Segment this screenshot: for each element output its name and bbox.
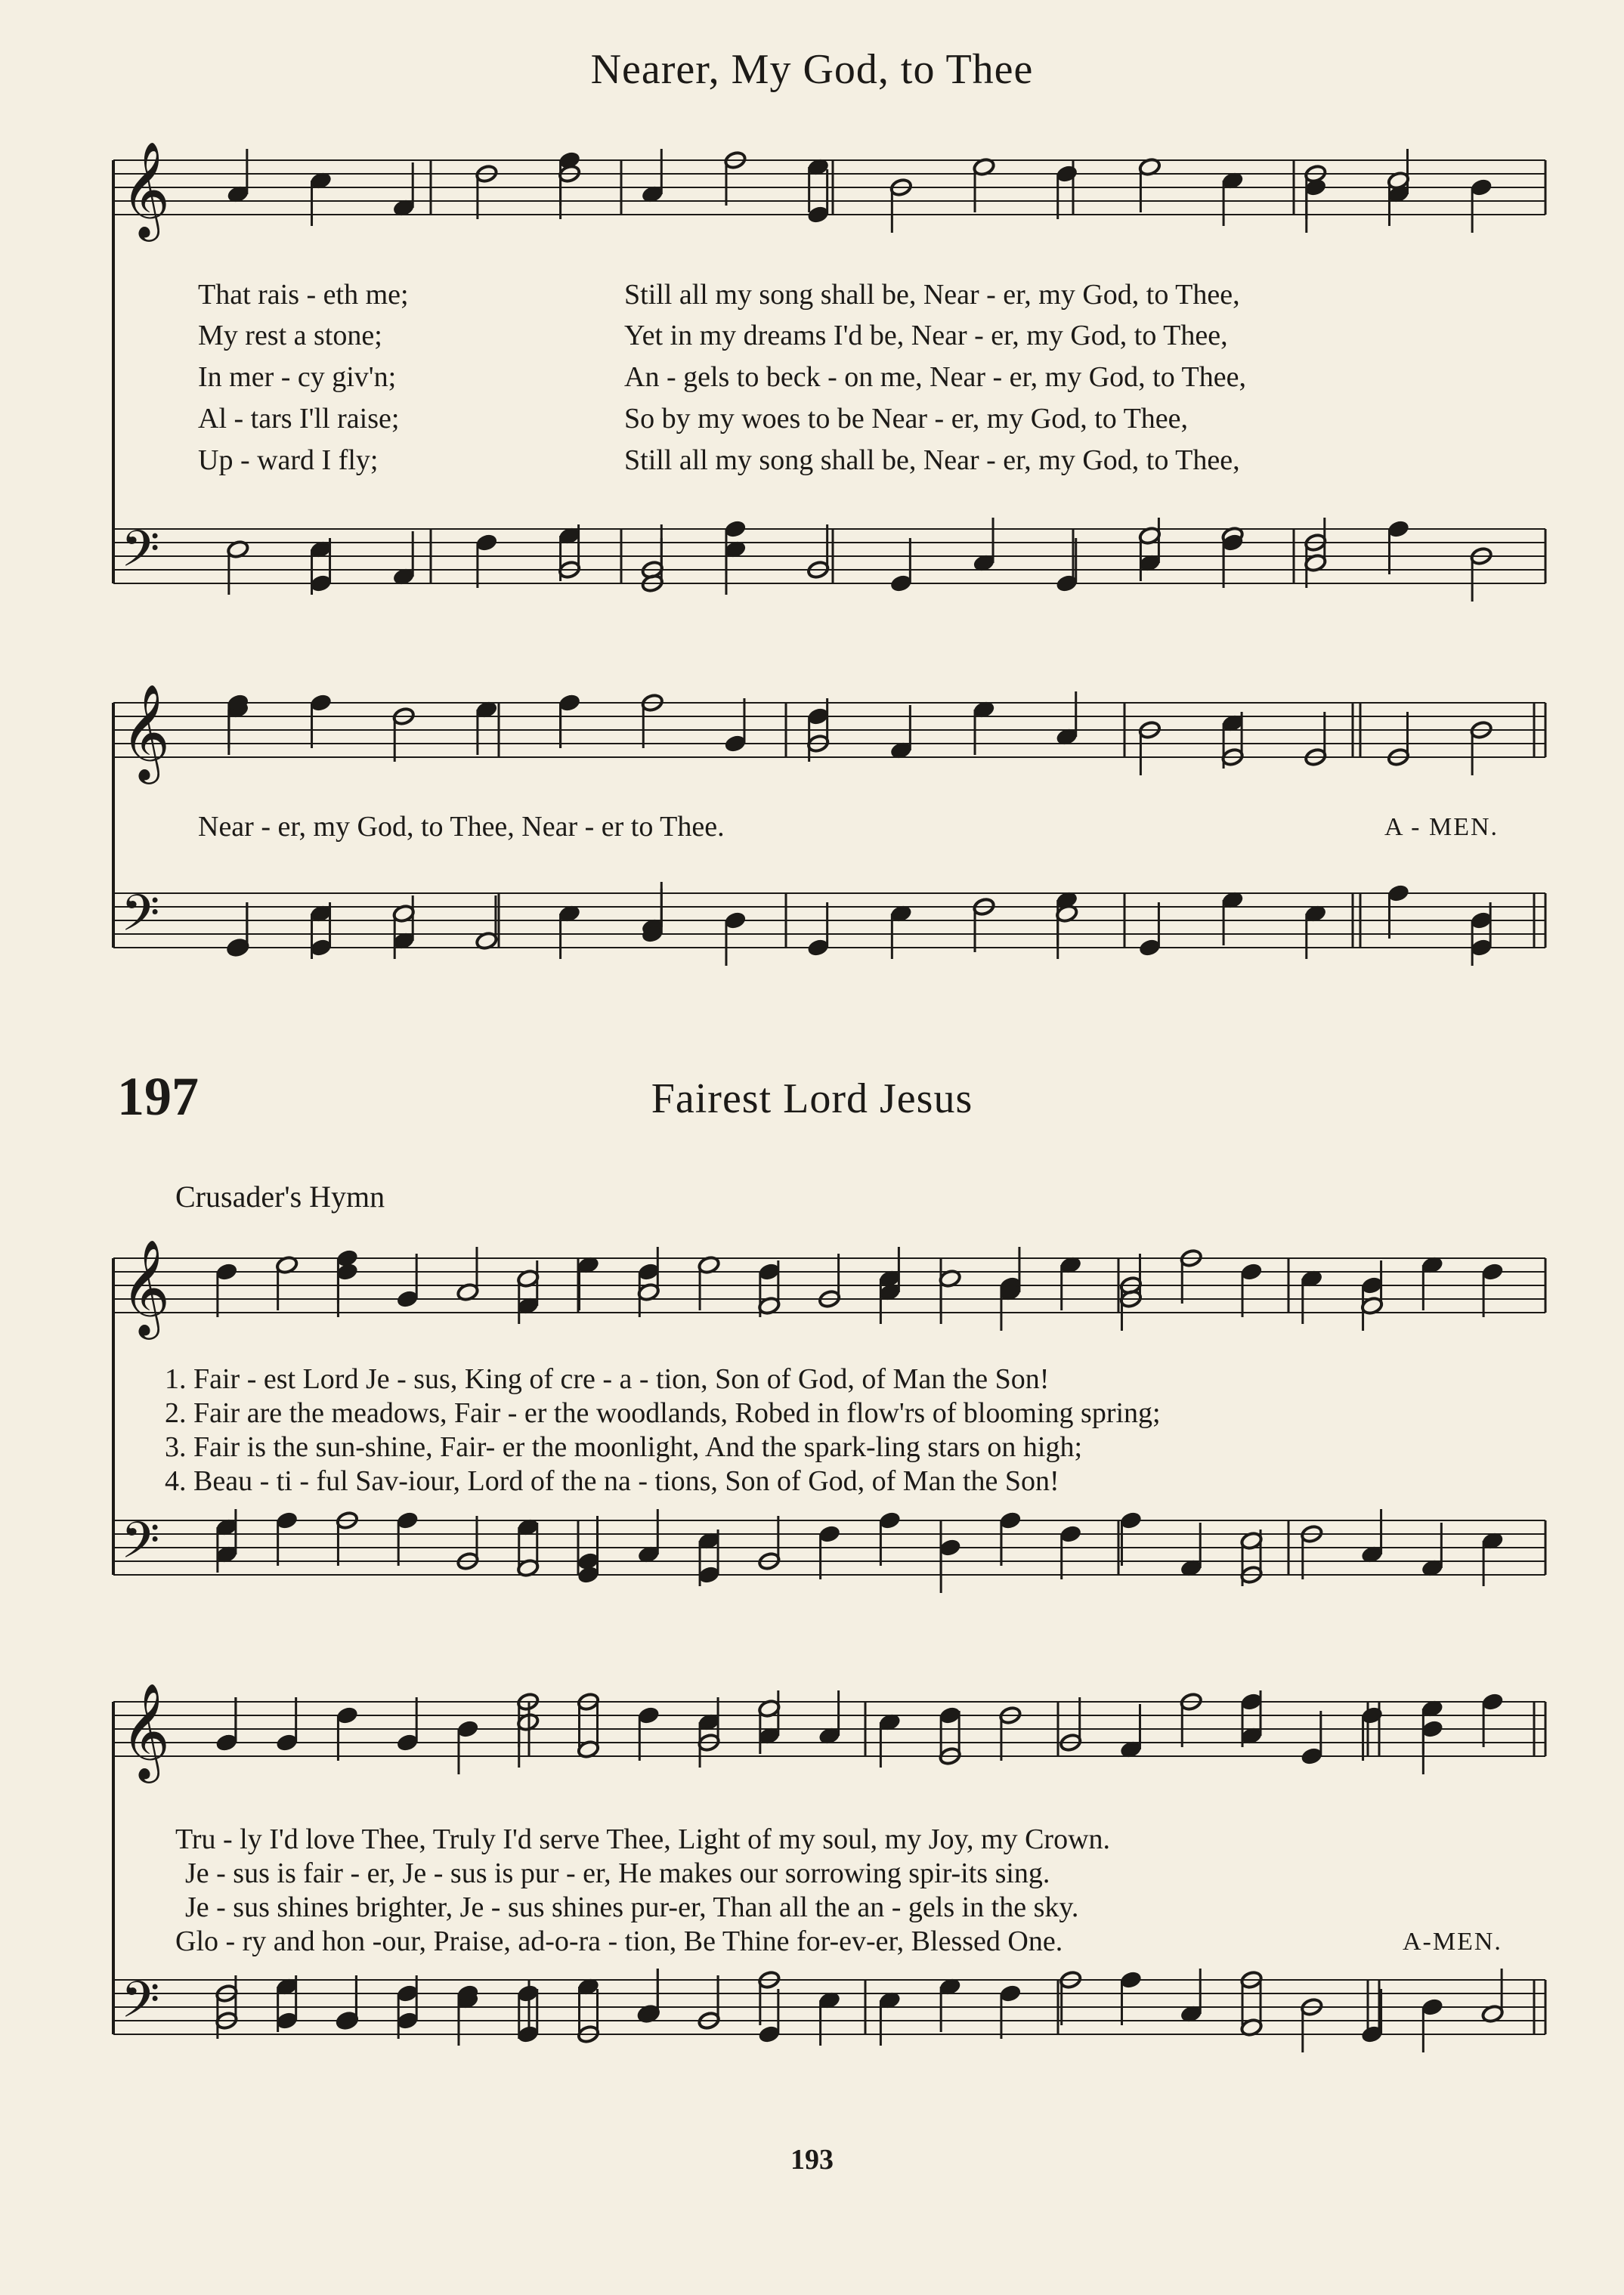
verse-line: In mer - cy giv'n; <box>198 361 397 393</box>
treble-clef-icon: 𝄞 <box>121 141 171 237</box>
verse-line: Up - ward I fly; <box>198 444 379 476</box>
verse-line: An - gels to beck - on me, Near - er, my God, to Thee, <box>624 361 1246 393</box>
verse-line: 2. Fair are the meadows, Fair - er the woodlands, Robed in flow'rs of blooming spring; <box>165 1397 1161 1429</box>
amen-text: A-MEN. <box>1403 1928 1502 1956</box>
tune-name: Crusader's Hymn <box>175 1180 385 1214</box>
hymn-title-top: Nearer, My God, to Thee <box>590 46 1034 93</box>
verse-line: Still all my song shall be, Near - er, my God, to Thee, <box>624 444 1240 476</box>
treble-clef-icon: 𝄞 <box>121 1682 171 1779</box>
bass-clef-icon: 𝄢 <box>121 1511 160 1582</box>
bass-clef-icon: 𝄢 <box>121 884 160 954</box>
verse-line: Still all my song shall be, Near - er, my God, to Thee, <box>624 279 1240 311</box>
treble-clef-icon: 𝄞 <box>121 683 171 780</box>
verse-line: 3. Fair is the sun-shine, Fair- er the moonlight, And the spark-ling stars on high; <box>165 1431 1083 1463</box>
verse-line: My rest a stone; <box>198 320 382 351</box>
final-verse-line: Near - er, my God, to Thee, Near - er to Thee. <box>198 811 725 843</box>
bass-clef-icon: 𝄢 <box>121 1971 160 2041</box>
verse-line: Glo - ry and hon -our, Praise, ad-o-ra - tion, Be Thine for-ev-er, Blessed One. <box>175 1925 1063 1957</box>
verse-line: 4. Beau - ti - ful Sav-iour, Lord of the na - tions, Son of God, of Man the Son! <box>165 1465 1059 1497</box>
verse-line: Je - sus is fair - er, Je - sus is pur - er, He makes our sorrowing spir-its sing. <box>185 1857 1050 1889</box>
verse-line: 1. Fair - est Lord Je - sus, King of cre - a - tion, Son of God, of Man the Son! <box>165 1363 1050 1395</box>
treble-clef-icon: 𝄞 <box>121 1239 171 1335</box>
hymn-number: 197 <box>117 1066 199 1127</box>
bass-clef-icon: 𝄢 <box>121 520 160 590</box>
verse-line: Tru - ly I'd love Thee, Truly I'd serve Thee, Light of my soul, my Joy, my Crown. <box>175 1823 1111 1855</box>
amen-text: A - MEN. <box>1384 813 1499 841</box>
verse-line: Al - tars I'll raise; <box>198 403 400 435</box>
verse-line: That rais - eth me; <box>198 279 409 311</box>
verse-line: So by my woes to be Near - er, my God, to Thee, <box>624 403 1189 435</box>
page-number: 193 <box>790 2144 834 2176</box>
verse-line: Yet in my dreams I'd be, Near - er, my God, to Thee, <box>624 320 1228 351</box>
hymn-title-bottom: Fairest Lord Jesus <box>651 1075 973 1122</box>
verse-line: Je - sus shines brighter, Je - sus shines pur-er, Than all the an - gels in the sky. <box>185 1891 1079 1923</box>
